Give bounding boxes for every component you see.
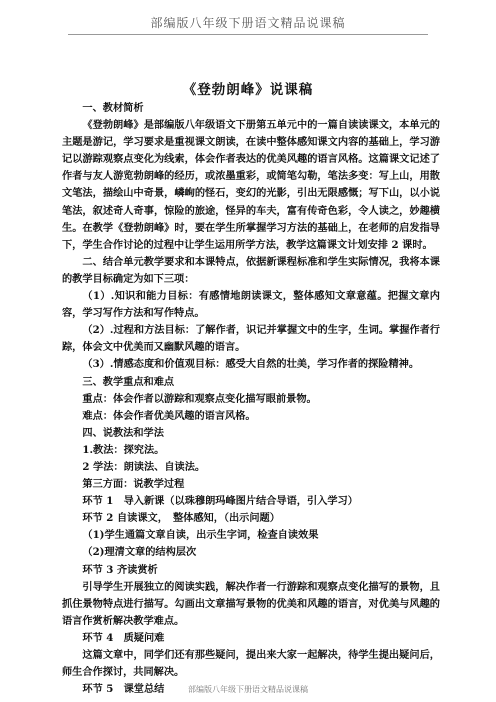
step-3-body: 引导学生开展独立的阅读实践，解决作者一行游踪和观察点变化描写的景物，且抓住景物特点进行描写。勾画出文章描写景物的优美和风趣的语言，对优美与风趣的语言作赏析解决教学难点。 [62,580,440,627]
header-divider [68,34,428,35]
difficult-point: 难点：体会作者优美风趣的语言风格。 [82,409,256,422]
section-heading-4: 四、说教法和学法 [82,426,164,439]
paragraph-textbook-analysis: 《登勃朗峰》是部编版八年级语文下册第五单元中的一篇自读读课文，本单元的主题是游记，学习要求是重视课文朗读，在读中整体感知课文内容的基础上，学习游记以游踪观察点变化为线索，体会作者表达的优美风趣的语言风格。这篇课文记述了作者与友人游览勃朗峰的经历，或浓墨重彩，或简笔勾勒，笔法多变：写上山，用散文笔法，描绘山中奇景，嶙峋的怪石，变幻的光影，引出无限感慨；写下山，以小说笔法，叙述奇人奇事，惊险的旅途，怪异的车夫，富有传奇色彩，令人读之，妙趣横生。在教学《登勃朗峰》时，要在学生所掌握学习方法的基础上，在老师的启发指导下，学生合作讨论的过程中让学生运用所学方法，教学这篇课文计划安排 2 课时。 [62,119,440,251]
section-heading-process: 第三方面：说教学过程 [82,478,185,491]
step-4-body: 这篇文章中，同学们还有那些疑问，提出来大家一起解决，待学生提出疑问后，师生合作探讨，共同解决。 [62,649,440,679]
document-body [62,100,440,698]
page-header: 部编版八年级下册语文精品说课稿 [150,16,346,30]
document-title: 《登勃朗峰》说课稿 [182,82,314,98]
step-2: 环节 2 自读课文， 整体感知，（出示问题） [82,512,280,525]
step-5: 环节 5 课堂总结 [82,683,165,696]
step-4: 环节 4 质疑问难 [82,631,165,644]
objective-2: （2）.过程和方法目标：了解作者，识记并掌握文中的生字，生词。掌握作者行踪，体会文中优美而又幽默风趣的语言。 [62,324,440,354]
section-heading-3: 三、教学重点和难点 [82,375,175,388]
page-footer: 部编版八年级下册语文精品说课稿 [188,685,308,694]
learning-method: 2 学法：朗读法、自读法。 [82,460,206,473]
objective-3: （3）.情感态度和价值观目标：感受大自然的壮美，学习作者的探险精神。 [82,358,420,371]
step-2-item-2: （2)理清文章的结构层次 [82,546,197,559]
section-heading-1: 一、教材简析 [82,102,144,114]
key-point: 重点：体会作者以游踪和观察点变化描写眼前景物。 [82,392,317,405]
section-heading-2: 二、结合单元教学要求和本课特点，依据新课程标准和学生实际情况，我将本课的教学目标确定为如下三项： [62,255,440,285]
step-1: 环节 1 导入新课（以珠穆朗玛峰图片结合导语，引入学习） [82,495,358,508]
step-2-item-1: （1)学生通篇文章自读，出示生字词，检查自读效果 [82,529,319,542]
objective-1: （1）.知识和能力目标：有感情地朗读课文，整体感知文章意蕴。把握文章内容，学习写作方法和写作特点。 [62,290,440,320]
teaching-method: 1.教法：探究法。 [82,443,165,456]
step-3: 环节 3 齐读赏析 [82,563,158,576]
